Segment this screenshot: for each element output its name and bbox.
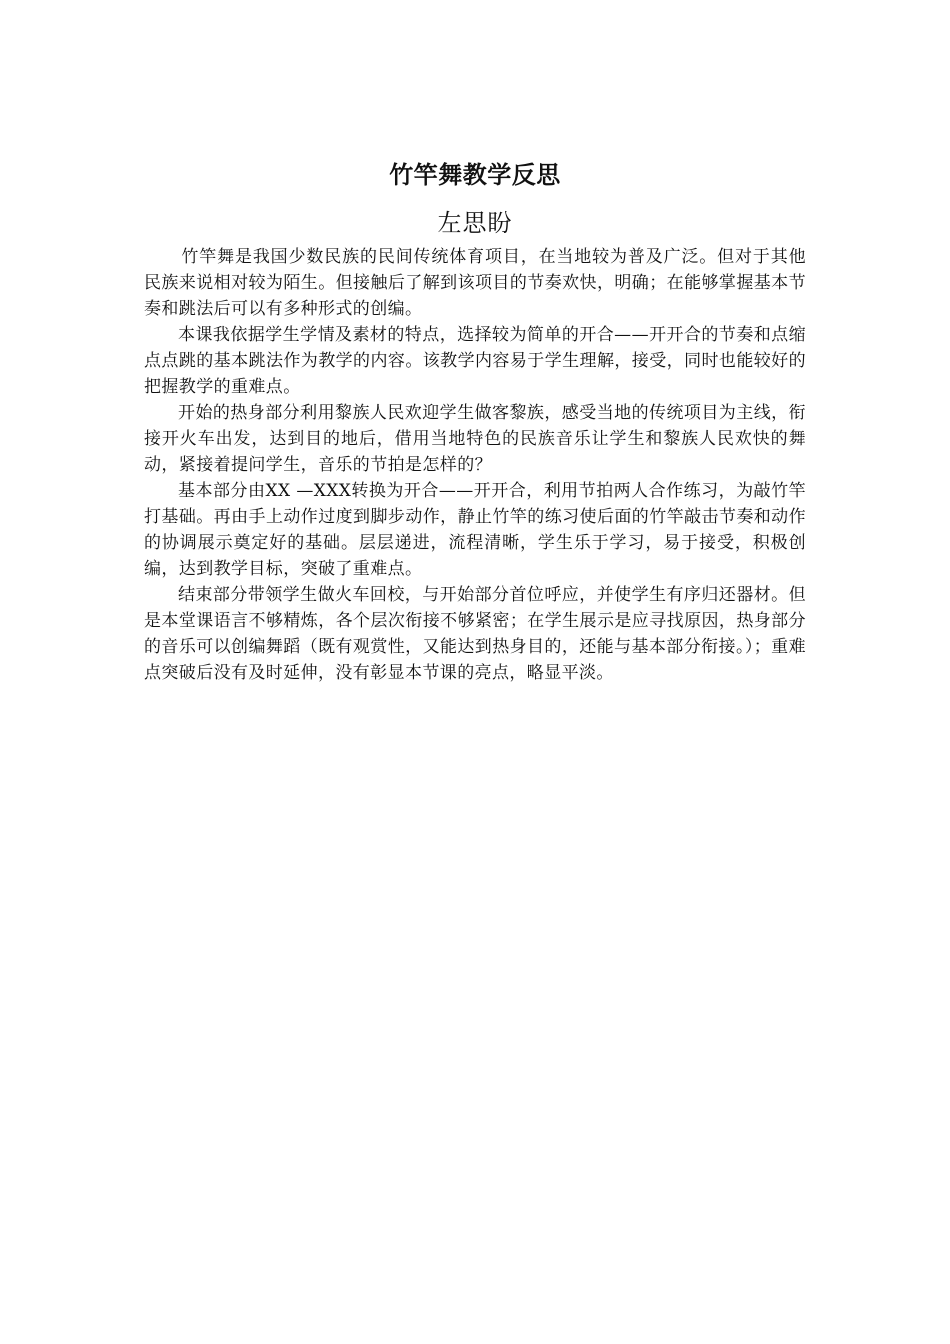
paragraph-2: 本课我依据学生学情及素材的特点，选择较为简单的开合——开开合的节奏和点缩点点跳的基本跳法作为教学的内容。该教学内容易于学生理解，接受，同时也能较好的把握教学的重难点。	[144, 325, 806, 397]
paragraph-3: 开始的热身部分利用黎族人民欢迎学生做客黎族，感受当地的传统项目为主线，衔接开火车出发，达到目的地后，借用当地特色的民族音乐让学生和黎族人民欢快的舞动，紧接着提问学生，音乐的节拍是怎样的？	[144, 403, 806, 475]
document-body	[144, 158, 806, 686]
paragraph-1: 竹竿舞是我国少数民族的民间传统体育项目，在当地较为普及广泛。但对于其他民族来说相对较为陌生。但接触后了解到该项目的节奏欢快，明确；在能够掌握基本节奏和跳法后可以有多种形式的创编。	[144, 247, 806, 319]
paragraph-4: 基本部分由XX —XXX转换为开合——开开合，利用节拍两人合作练习，为敲竹竿打基础。再由手上动作过度到脚步动作，静止竹竿的练习使后面的竹竿敲击节奏和动作的协调展示奠定好的基础。层层递进，流程清晰，学生乐于学习，易于接受，积极创编，达到教学目标，突破了重难点。	[144, 481, 806, 579]
document-title: 竹竿舞教学反思	[389, 160, 561, 189]
paragraph-5: 结束部分带领学生做火车回校，与开始部分首位呼应，并使学生有序归还器材。但是本堂课语言不够精炼，各个层次衔接不够紧密；在学生展示是应寻找原因，热身部分的音乐可以创编舞蹈（既有观赏性，又能达到热身目的，还能与基本部分衔接。）；重难点突破后没有及时延伸，没有彰显本节课的亮点，略显平淡。	[144, 585, 806, 683]
document-author: 左思盼	[437, 209, 513, 237]
